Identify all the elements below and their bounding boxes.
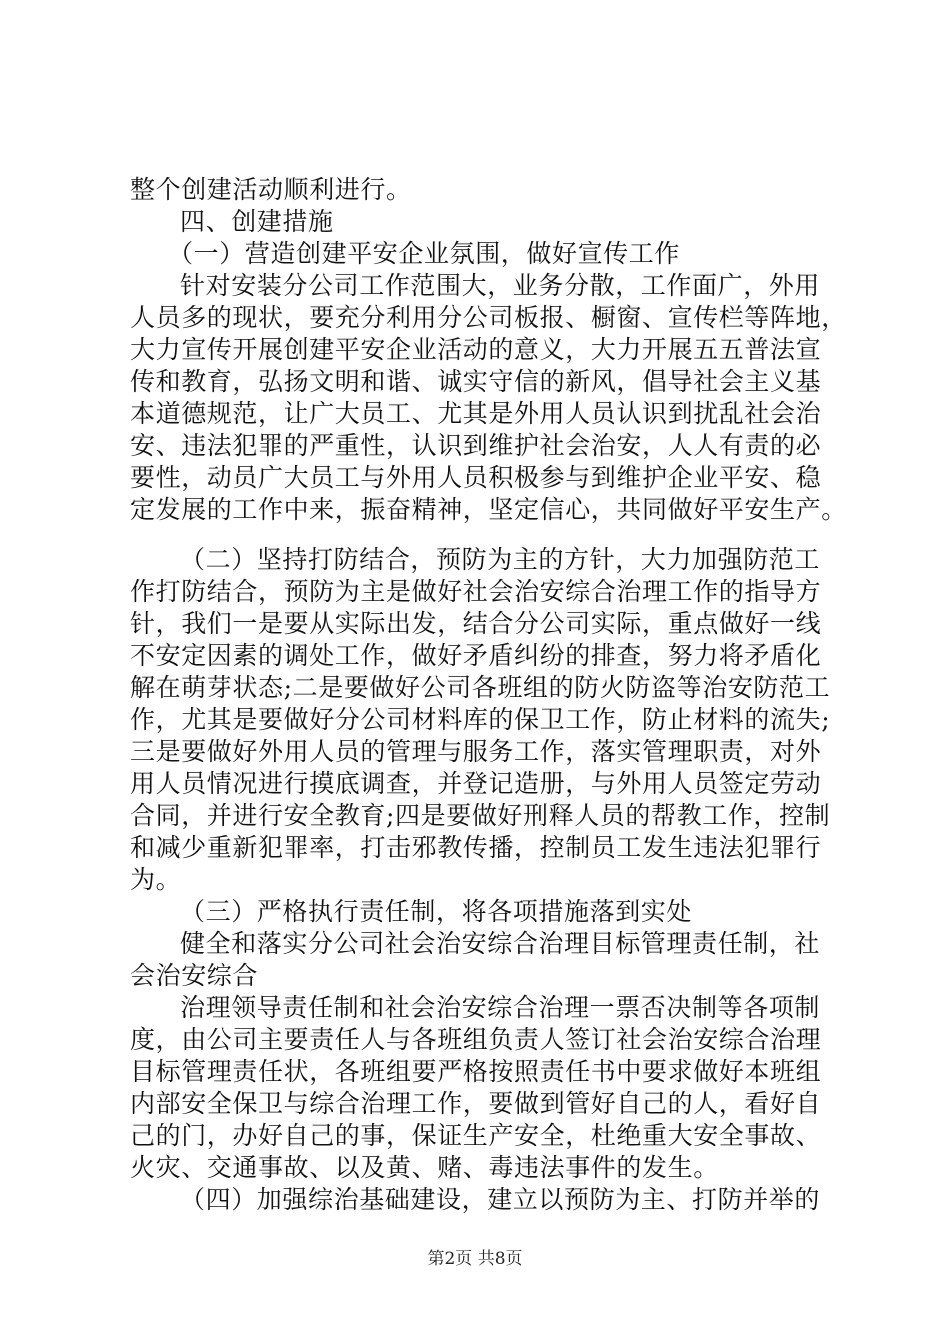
- text-line: 本道德规范，让广大员工、尤其是外用人员认识到扰乱社会治: [130, 399, 822, 428]
- text-line: 针，我们一是要从实际出发，结合分公司实际，重点做好一线: [130, 609, 822, 638]
- text-line: 安、违法犯罪的严重性，认识到维护社会治安，人人有责的必: [130, 431, 822, 460]
- subsection-heading: （四）加强综治基础建设，建立以预防为主、打防并举的: [180, 1185, 821, 1214]
- text-line: 整个创建活动顺利进行。: [130, 175, 412, 204]
- subsection-heading: （一）营造创建平安企业氛围，做好宣传工作: [168, 239, 681, 268]
- text-line: 内部安全保卫与综合治理工作，要做到管好自己的人，看好自: [130, 1089, 822, 1118]
- text-line: 作，尤其是要做好分公司材料库的保卫工作，防止材料的流失;: [130, 705, 831, 734]
- text-line: 治理领导责任制和社会治安综合治理一票否决制等各项制: [180, 993, 821, 1022]
- section-heading: 四、创建措施: [180, 207, 334, 236]
- text-line: 己的门，办好自己的事，保证生产安全，杜绝重大安全事故、: [130, 1121, 822, 1150]
- page-number-footer: 第2页 共8页: [427, 1249, 523, 1269]
- text-line: 大力宣传开展创建平安企业活动的意义，大力开展五五普法宣: [130, 335, 822, 364]
- text-line: 和减少重新犯罪率，打击邪教传播，控制员工发生违法犯罪行: [130, 833, 822, 862]
- text-line: 为。: [130, 865, 182, 894]
- text-line: 火灾、交通事故、以及黄、赌、毒违法事件的发生。: [130, 1153, 719, 1182]
- text-line: 不安定因素的调处工作，做好矛盾纠纷的排查，努力将矛盾化: [130, 641, 822, 670]
- text-line: 三是要做好外用人员的管理与服务工作，落实管理职责，对外: [130, 737, 822, 766]
- text-line: 用人员情况进行摸底调查，并登记造册，与外用人员签定劳动: [130, 769, 822, 798]
- text-line: 要性，动员广大员工与外用人员积极参与到维护企业平安、稳: [130, 463, 822, 492]
- text-line: 合同，并进行安全教育;四是要做好刑释人员的帮教工作，控制: [130, 801, 831, 830]
- subsection-heading: （二）坚持打防结合，预防为主的方针，大力加强防范工: [180, 545, 821, 574]
- text-line: 针对安装分公司工作范围大，业务分散，工作面广，外用: [180, 271, 821, 300]
- text-line: 目标管理责任状，各班组要严格按照责任书中要求做好本班组: [130, 1057, 822, 1086]
- text-line: 人员多的现状，要充分利用分公司板报、橱窗、宣传栏等阵地，: [130, 303, 847, 332]
- text-line: 传和教育，弘扬文明和谐、诚实守信的新风，倡导社会主义基: [130, 367, 822, 396]
- text-line: 健全和落实分公司社会治安综合治理目标管理责任制，社: [180, 929, 821, 958]
- text-line: 度，由公司主要责任人与各班组负责人签订社会治安综合治理: [130, 1025, 822, 1054]
- subsection-heading: （三）严格执行责任制，将各项措施落到实处: [180, 897, 693, 926]
- text-line: 定发展的工作中来，振奋精神，坚定信心，共同做好平安生产。: [130, 495, 847, 524]
- text-line: 会治安综合: [130, 961, 259, 990]
- text-line: 作打防结合，预防为主是做好社会治安综合治理工作的指导方: [130, 577, 822, 606]
- text-line: 解在萌芽状态;二是要做好公司各班组的防火防盗等治安防范工: [130, 673, 831, 702]
